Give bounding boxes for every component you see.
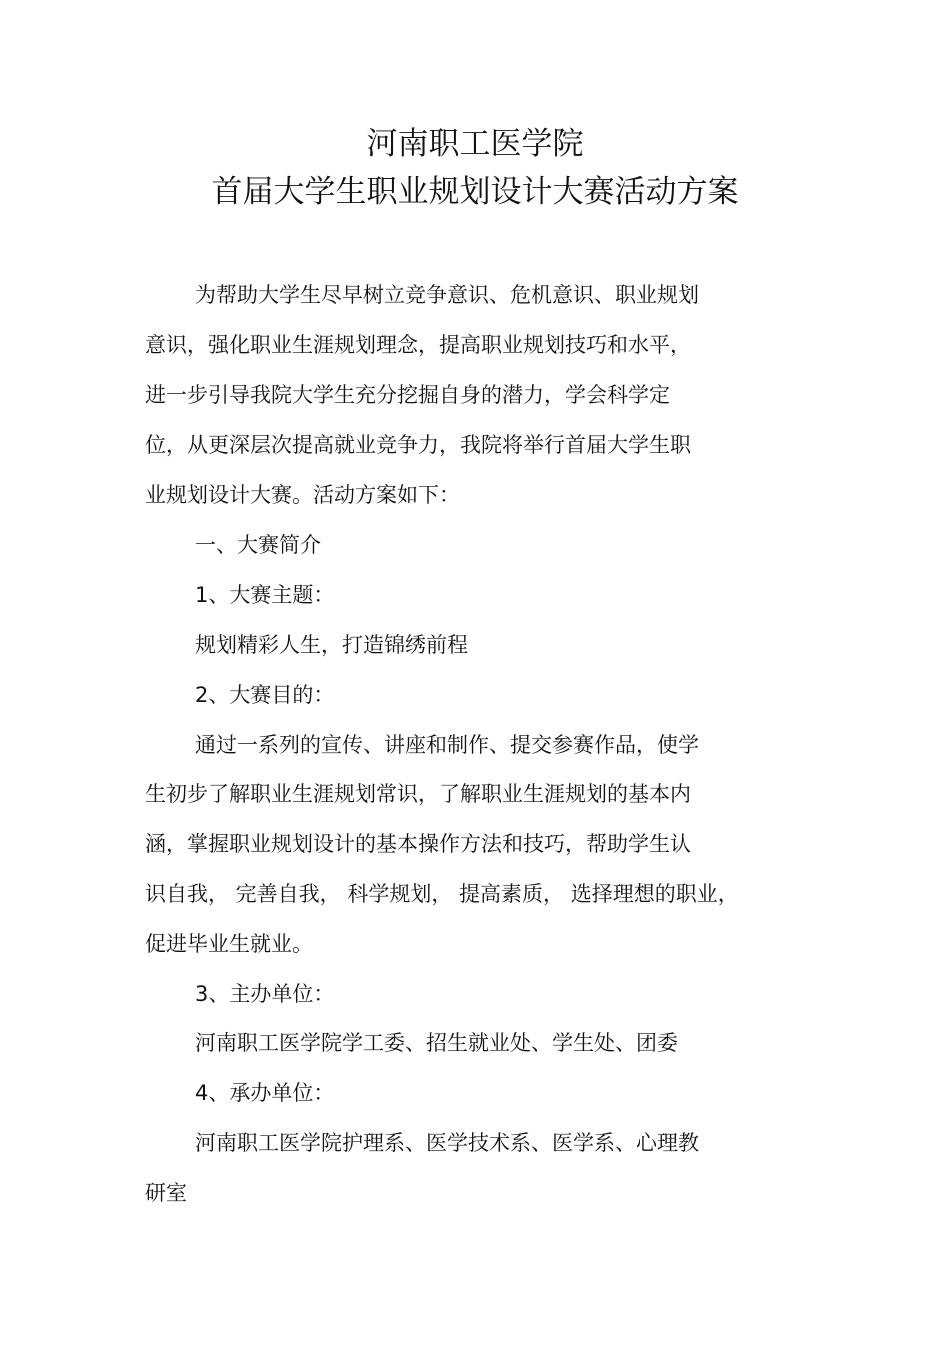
item-heading: 2、大赛目的： [195,683,335,707]
item-text: 规划精彩人生，打造锦绣前程 [195,633,468,657]
item-text: 河南职工医学院学工委、招生就业处、学生处、团委 [195,1031,678,1055]
intro-paragraph-line: 意识，强化职业生涯规划理念，提高职业规划技巧和水平， [145,333,691,357]
intro-paragraph-line: 业规划设计大赛。活动方案如下： [145,483,460,507]
item-paragraph-line: 生初步了解职业生涯规划常识，了解职业生涯规划的基本内 [145,782,691,806]
intro-paragraph-line: 进一步引导我院大学生充分挖掘自身的潜力，学会科学定 [145,383,670,407]
document-title-line-1: 河南职工医学院 [366,126,584,162]
document-title-line-2: 首届大学生职业规划设计大赛活动方案 [211,174,739,210]
item-paragraph-line: 研室 [145,1181,187,1205]
item-heading: 1、大赛主题： [195,583,335,607]
item-paragraph-line: 通过一系列的宣传、讲座和制作、提交参赛作品，使学 [195,733,699,757]
item-paragraph-line: 河南职工医学院护理系、医学技术系、医学系、心理教 [195,1131,699,1155]
item-paragraph-line: 涵，掌握职业规划设计的基本操作方法和技巧，帮助学生认 [145,832,691,856]
item-paragraph-line: 促进毕业生就业。 [145,932,313,956]
item-paragraph-line: 识自我， 完善自我， 科学规划， 提高素质， 选择理想的职业， [145,882,739,906]
intro-paragraph-line: 位，从更深层次提高就业竞争力，我院将举行首届大学生职 [145,433,691,457]
intro-paragraph-line: 为帮助大学生尽早树立竞争意识、危机意识、职业规划 [195,283,699,307]
section-heading: 一、大赛简介 [195,533,321,557]
item-heading: 4、承办单位： [195,1081,335,1105]
item-heading: 3、主办单位： [195,982,335,1006]
